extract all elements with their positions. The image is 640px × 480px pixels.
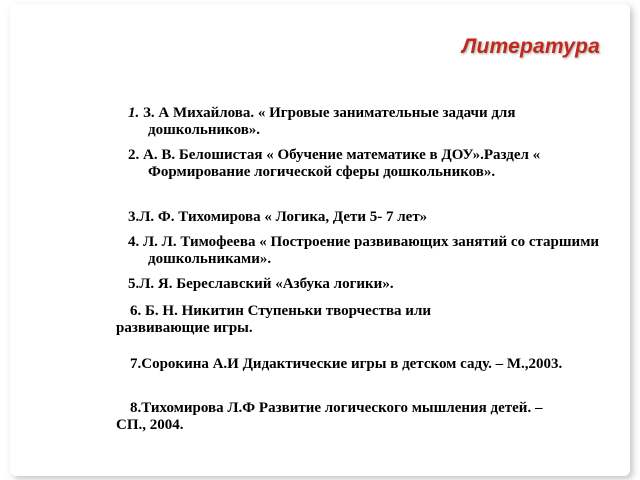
reference-item-1 — [128, 105, 628, 139]
reference-item-3: 3.Л. Ф. Тихомирова « Логика, Дети 5- 7 лет» — [128, 209, 428, 225]
reference-item-7: 7.Сорокина А.И Дидактические игры в детском саду. – М.,2003. — [130, 356, 563, 372]
slide — [10, 4, 630, 476]
reference-item-8: 8.Тихомирова Л.Ф Развитие логического мышления детей. – СП., 2004. — [116, 400, 543, 433]
reference-item-2: 2. А. В. Белошистая « Обучение математике в ДОУ».Раздел « Формирование логической сферы дошкольников». — [128, 147, 541, 180]
reference-item-4: 4. Л. Л. Тимофеева « Построение развивающих занятий со старшими дошкольниками». — [128, 234, 600, 267]
reference-list — [10, 4, 630, 476]
reference-item-5: 5.Л. Я. Береславский «Азбука логики». — [128, 276, 394, 292]
page-title: Литература — [461, 35, 600, 58]
reference-item-6: 6. Б. Н. Никитин Ступеньки творчества или развивающие игры. — [116, 303, 432, 336]
reference-text: З. А Михайлова. « Игровые занимательные задачи для дошкольников». — [139, 105, 516, 138]
reference-number: 1. — [128, 105, 140, 121]
